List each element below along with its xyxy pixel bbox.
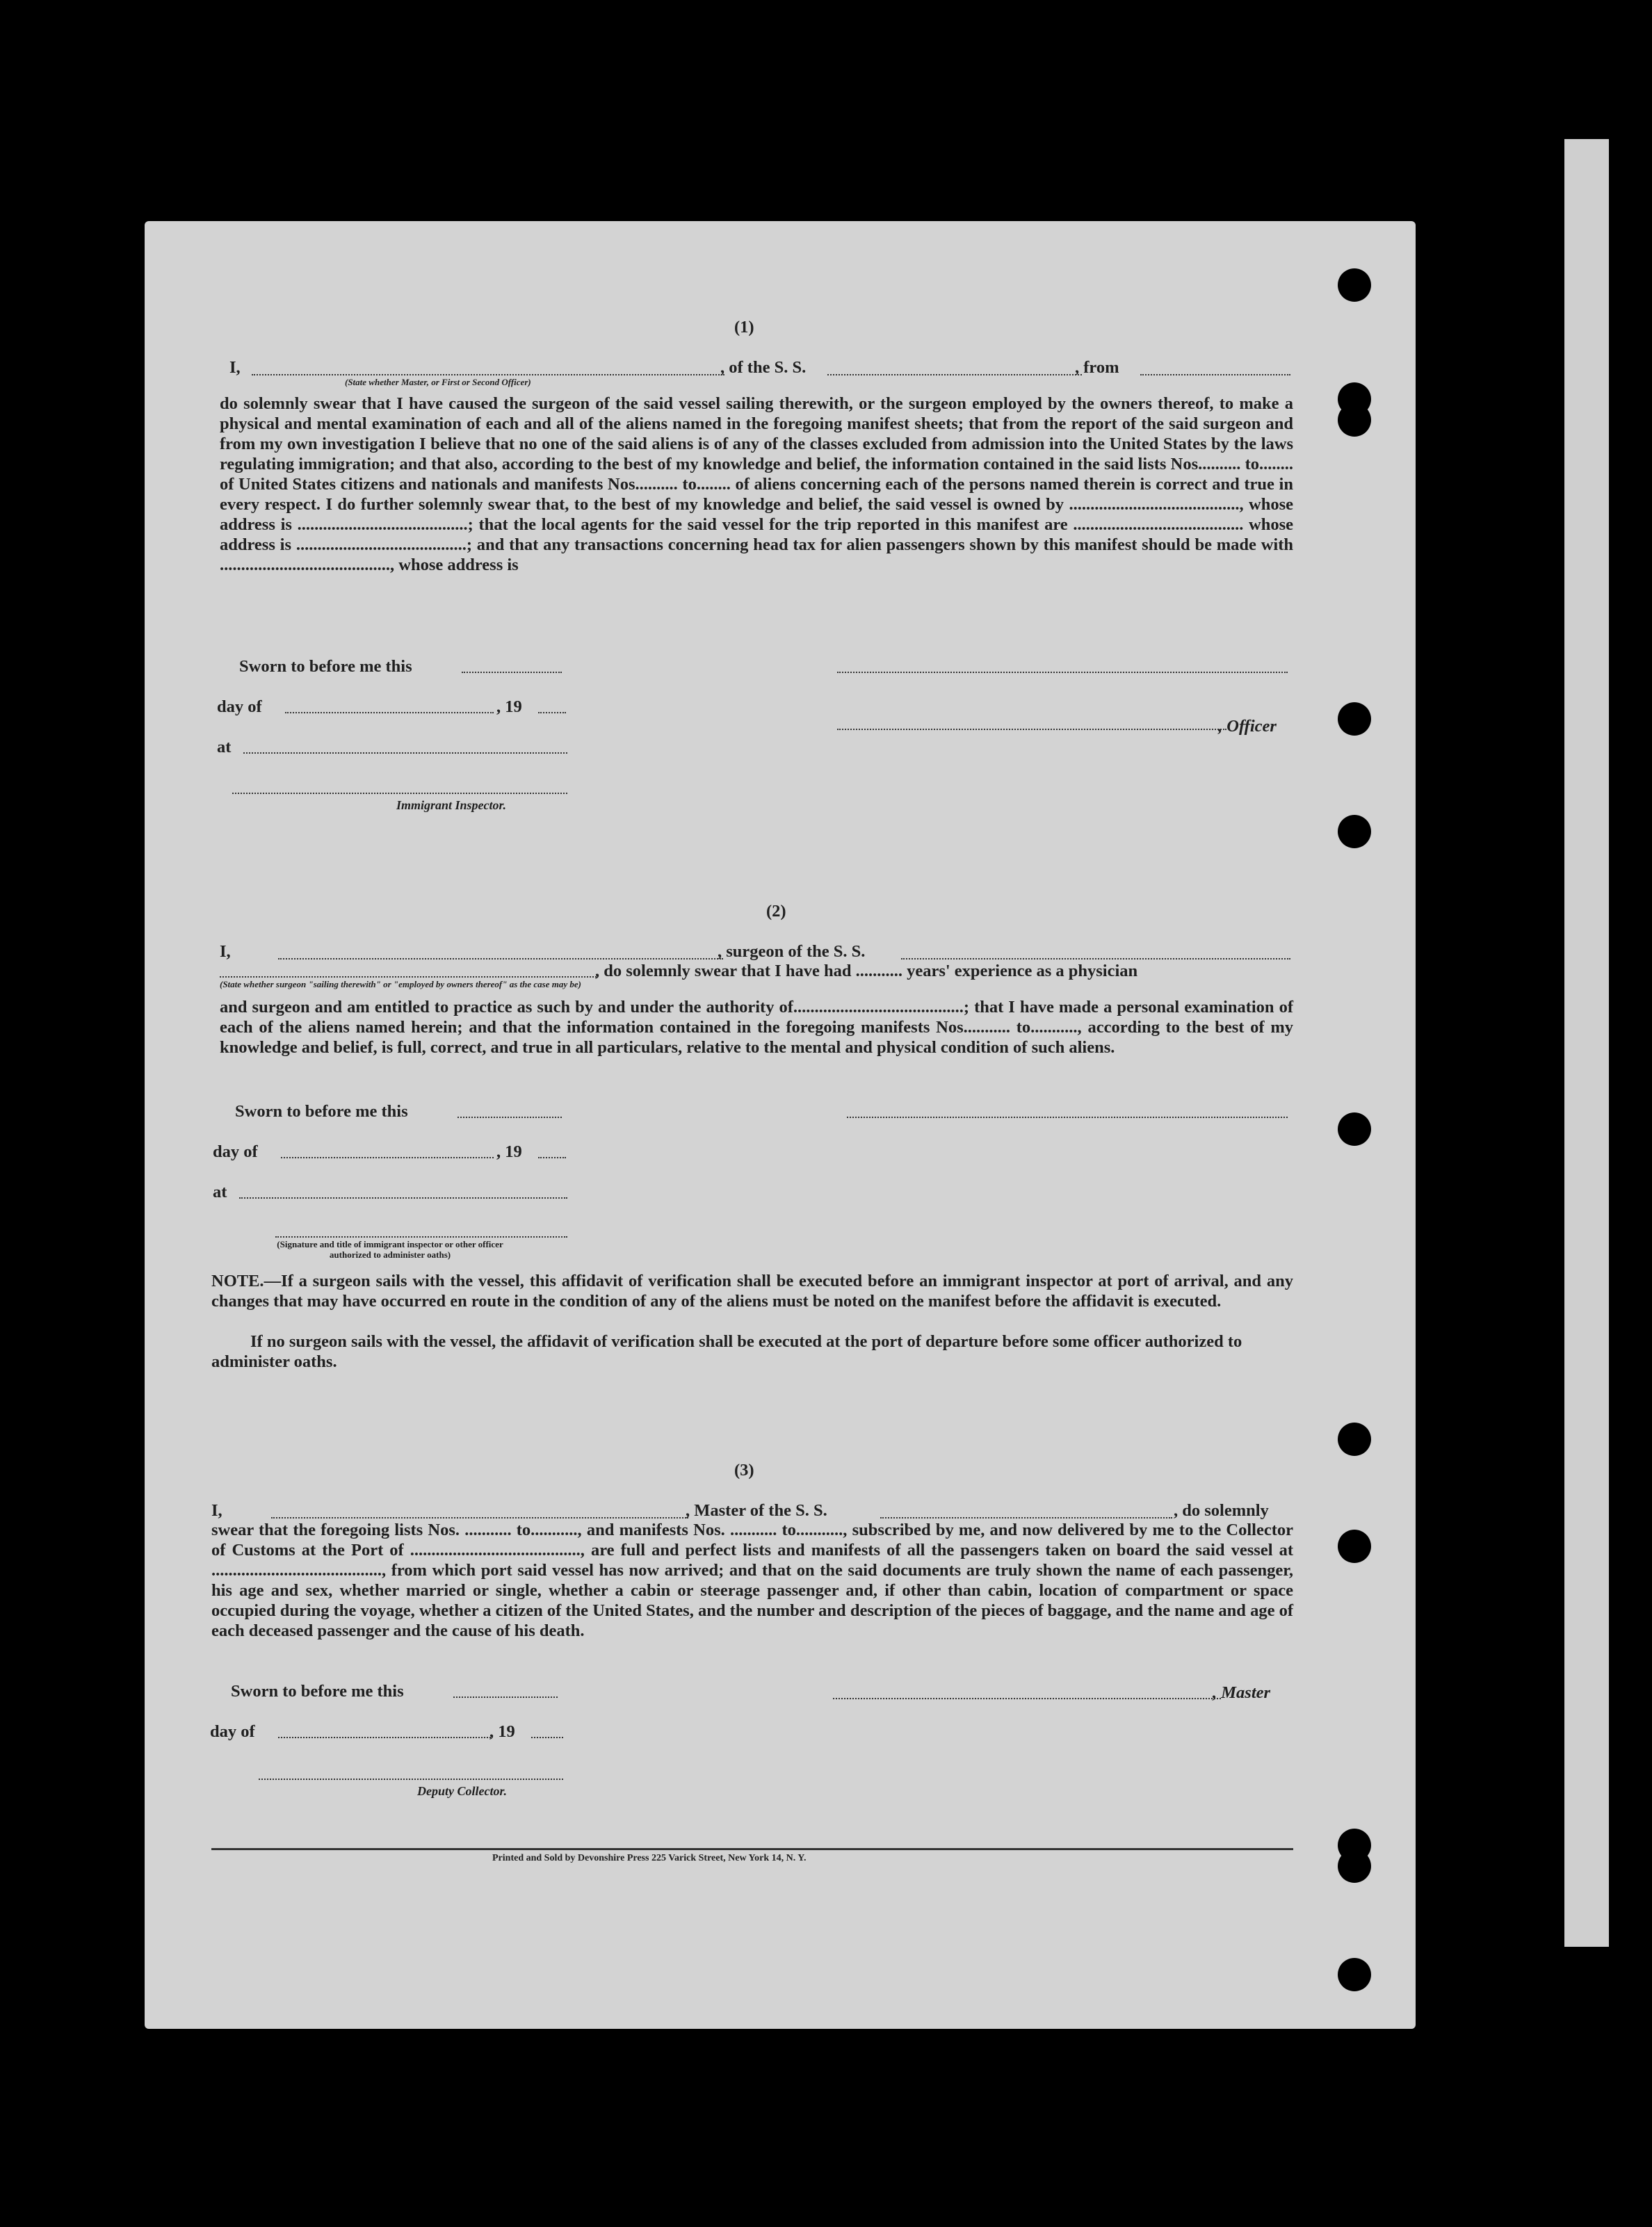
surgeon-vessel-line[interactable]	[901, 958, 1290, 959]
officer-signature-line[interactable]	[837, 729, 1226, 730]
binder-hole	[1338, 815, 1371, 848]
section3-i-label: I,	[211, 1501, 222, 1520]
sworn-date-line-3[interactable]	[453, 1696, 558, 1698]
sworn-label-2: Sworn to before me this	[235, 1102, 408, 1121]
surgeon-status-line[interactable]	[220, 976, 597, 978]
section1-from-label: , from	[1075, 358, 1119, 377]
section2-heading: (2)	[766, 902, 786, 921]
deputy-collector-label: Deputy Collector.	[417, 1784, 507, 1798]
day-of-label-3: day of	[210, 1722, 255, 1741]
section2-i-label: I,	[220, 942, 231, 961]
year-label-1: , 19	[496, 697, 522, 716]
immigrant-inspector-label: Immigrant Inspector.	[396, 798, 507, 812]
binder-hole	[1338, 1530, 1371, 1563]
master-of-label: , Master of the S. S.	[686, 1501, 827, 1520]
officer-rank-caption: (State whether Master, or First or Second Officer)	[345, 377, 531, 387]
sworn-label-1: Sworn to before me this	[239, 657, 412, 676]
note-label: NOTE.	[211, 1272, 264, 1290]
binder-hole	[1338, 1423, 1371, 1456]
surgeon-status-caption: (State whether surgeon "sailing therewith" or "employed by owners thereof" as the case may be)	[220, 979, 581, 989]
at-line-2[interactable]	[239, 1197, 567, 1199]
binder-hole	[1338, 1112, 1371, 1146]
binder-hole	[1338, 403, 1371, 437]
adjacent-page-edge	[1564, 139, 1609, 1947]
at-line-1[interactable]	[243, 752, 567, 754]
binder-hole	[1338, 268, 1371, 302]
at-label-1: at	[217, 738, 232, 756]
port-from-line[interactable]	[1140, 374, 1290, 375]
year-label-2: , 19	[496, 1142, 522, 1161]
at-label-2: at	[213, 1183, 227, 1201]
year-line-2[interactable]	[538, 1157, 566, 1158]
master-vessel-line[interactable]	[880, 1517, 1172, 1519]
day-of-line-2[interactable]	[281, 1157, 494, 1158]
binder-hole	[1338, 702, 1371, 736]
inspector-signature-line[interactable]	[232, 793, 567, 794]
officer-signature-line-top[interactable]	[837, 672, 1288, 673]
day-of-label-2: day of	[213, 1142, 258, 1161]
master-signature-line[interactable]	[833, 1698, 1221, 1699]
day-of-line-3[interactable]	[278, 1737, 491, 1738]
oath-officer-signature-line[interactable]	[275, 1236, 567, 1238]
note-text: —If a surgeon sails with the vessel, this affidavit of verification shall be executed before an immigrant inspector at port of arrival, and any changes that may have occurred en route in the condition of any of the aliens must be noted on the manifest before the affidavit is executed.	[211, 1272, 1293, 1311]
printer-imprint: Printed and Sold by Devonshire Press 225 Varick Street, New York 14, N. Y.	[492, 1853, 807, 1863]
binder-hole	[1338, 1958, 1371, 1991]
do-solemnly-label: , do solemnly	[1174, 1501, 1269, 1520]
year-line-3[interactable]	[531, 1737, 563, 1738]
section1-heading: (1)	[734, 318, 754, 337]
experience-line: , do solemnly swear that I have had ........... years' experience as a physician	[595, 962, 1138, 980]
master-name-line[interactable]	[271, 1517, 688, 1519]
section1-oath-paragraph: do solemnly swear that I have caused the surgeon of the said vessel sailing therewith, or the surgeon employed by the owners thereof, to make a physical and mental examination of each and all of the aliens named in the foregoing manifest sheets; that from the report of the said surgeon and from my own investigation I believe that no one of the said aliens is of any of the classes excluded from admission into the United States by the laws regulating immigration; and that also, according to the best of my knowledge and belief, the information contained in the said lists Nos.......... to........ of United States citizens and nationals and manifests Nos.......... to........ of aliens concerning each of the persons named therein is correct and true in every respect. I do further solemnly swear that, to the best of my knowledge and belief, the said vessel is owned by ........................................, whose address is ........................................; that the local agents for the said vessel for the trip reported in this manifest are ........................................ whose address is ........................................; and that any transactions concerning head tax for alien passengers shown by this manifest should be made with ........................................, whose address is	[220, 394, 1293, 574]
section2-oath-paragraph: and surgeon and am entitled to practice as such by and under the authority of........................................; that I have made a personal examination of each of the aliens named herein; and that the information contained in the foregoing manifests Nos........... to..........., according to the best of my knowledge and belief, is full, correct, and true in all particulars, relative to the mental and physical condition of such aliens.	[220, 998, 1293, 1057]
footer-rule	[211, 1848, 1293, 1850]
sworn-label-3: Sworn to before me this	[231, 1682, 404, 1701]
day-of-line-1[interactable]	[285, 712, 494, 713]
section1-ss-label: , of the S. S.	[720, 358, 807, 377]
master-label: , Master	[1213, 1683, 1271, 1702]
section1-i-label: I,	[229, 358, 241, 377]
surgeon-note-2: If no surgeon sails with the vessel, the affidavit of verification shall be executed at the port of departure before some officer authorized to administer oaths.	[211, 1332, 1242, 1371]
year-line-1[interactable]	[538, 712, 566, 713]
surgeon-signature-line[interactable]	[847, 1117, 1288, 1118]
section3-heading: (3)	[734, 1461, 754, 1480]
sworn-date-line-2[interactable]	[457, 1117, 562, 1118]
oath-officer-caption: (Signature and title of immigrant inspector or other officer authorized to administer oaths)	[277, 1239, 503, 1260]
day-of-label-1: day of	[217, 697, 262, 716]
surgeon-name-line[interactable]	[278, 958, 723, 959]
officer-rank-line[interactable]	[252, 374, 724, 375]
surgeon-of-label: , surgeon of the S. S.	[718, 942, 866, 961]
surgeon-note	[211, 1271, 1293, 1311]
binder-hole	[1338, 1849, 1371, 1883]
year-label-3: , 19	[489, 1722, 515, 1741]
sworn-date-line-1[interactable]	[462, 672, 562, 673]
deputy-signature-line[interactable]	[259, 1779, 563, 1780]
section3-oath-paragraph: swear that the foregoing lists Nos. ........... to..........., and manifests Nos. ........... to..........., subscribed by me, and now delivered by me to the Collector of Customs at the Port of ........................................, are full and perfect lists and manifests of all the passengers taken on board the said vessel at ........................................, from which port said vessel has now arrived; and that on the said documents are truly shown the name of each passenger, his age and sex, whether married or single, whether a cabin or steerage passenger and, if other than cabin, location of compartment or space occupied during the voyage, whether a citizen of the United States, and the number and description of the pieces of baggage, and the name and age of each deceased passenger and the cause of his death.	[211, 1521, 1293, 1640]
vessel-name-line[interactable]	[827, 374, 1082, 375]
officer-label: , Officer	[1218, 717, 1277, 736]
